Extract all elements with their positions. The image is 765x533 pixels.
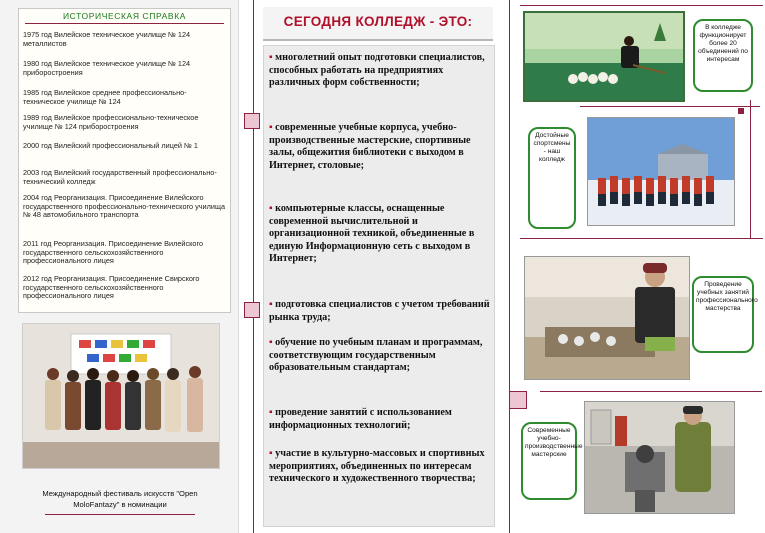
right-divider [540,391,762,392]
today-item-text: подготовка специалистов с учетом требований рынка труда; [269,299,490,323]
bullet-icon: ▪ [269,203,276,214]
decorative-square [244,113,260,129]
caption-underline [45,514,195,515]
today-title-bar [263,7,493,41]
right-top-line [520,5,763,6]
cooking-illustration [525,257,690,380]
hockey-illustration [588,118,735,226]
decorative-square [738,108,744,114]
bullet-icon: ▪ [269,122,276,133]
history-entry: 1989 год Вилейское профессионально-техническое училище № 124 приборостроения [23,113,199,131]
history-entry: 2000 год Вилейский профессиональный лицей № 1 [23,141,198,150]
right-divider [580,106,760,107]
bullet-icon: ▪ [269,448,276,459]
history-entry: 2012 год Реорганизация. Присоединение Свирского государственного сельскохозяйственного профессионального лицея [23,274,200,301]
today-item-text: участие в культурно-массовых и спортивных мероприятиях, объединенных по интересам технического и художественного творчества; [269,448,485,485]
note-dormitory: В колледже функционирует более 20 объединений по интересам [693,19,753,92]
billiards-photo [523,11,685,102]
today-item-text: обучение по учебным планам и программам, соответствующим государственным образовательным стандартам; [269,337,483,374]
today-item-text: компьютерные классы, оснащенные современной вычислительной и организационной техникой, объединенные в единую Информационную сеть с выходом в Интернет; [269,203,475,265]
festival-photo-illustration [23,324,219,468]
bullet-icon: ▪ [269,337,276,348]
today-item [269,448,491,486]
festival-caption: Международный фестиваль искусств "Open MoloFantazy" в номинации [42,489,198,509]
today-list [263,45,495,527]
today-item [269,203,491,266]
history-entry: 1975 год Вилейское техническое училище № 124 металлистов [23,30,191,48]
note-sports: Достойные спортсмены - наш колледж [528,127,576,229]
note-workshop: Современные учебно-производственные мастерские [521,422,577,500]
history-title: ИСТОРИЧЕСКАЯ СПРАВКА [62,11,187,21]
history-entry: 1980 год Вилейское техническое училище № 124 приборостроения [23,59,191,77]
today-item [269,52,491,90]
billiards-illustration [525,13,683,100]
today-title: СЕГОДНЯ КОЛЛЕДЖ - ЭТО: [283,14,473,29]
bullet-icon: ▪ [269,52,276,63]
history-entry: 1985 год Вилейское среднее профессионально-техническое училище № 124 [23,88,187,106]
bullet-icon: ▪ [269,407,276,418]
vertical-divider-left [253,0,254,533]
right-divider [520,238,763,239]
right-vertical-line [750,100,751,238]
today-item-text: многолетний опыт подготовки специалистов, способных работать на предприятиях различных форм собственности; [269,52,485,89]
cooking-class-photo [524,256,690,380]
decorative-square [244,302,260,318]
workshop-photo [584,401,735,514]
history-entry: 2011 год Реорганизация. Присоединение Вилейского государственного сельскохозяйственного профессионального лицея [23,239,204,266]
history-title-underline [25,23,224,24]
hockey-team-photo [587,117,735,226]
note-cooking: Проведение учебных занятий профессионального мастерства [692,276,754,353]
decorative-square [509,391,527,409]
today-item [269,122,491,172]
bullet-icon: ▪ [269,299,276,310]
festival-group-photo [22,323,220,469]
history-box [18,8,231,313]
history-entry: 2004 год Реорганизация. Присоединение Вилейского государственного профессионально-технического училища № 48 автомобильного транспорта [23,193,226,220]
today-item [269,299,491,324]
workshop-illustration [585,402,735,514]
today-item [269,337,491,375]
today-item-text: проведение занятий с использованием информационных технологий; [269,407,452,431]
today-item [269,407,491,432]
vertical-divider-right [509,0,510,533]
today-item-text: современные учебные корпуса, учебно-производственные мастерские, спортивные залы, общежития библиотеки с выходом в Интернет, столовые; [269,122,471,171]
history-entry: 2003 год Вилейский государственный профессионально-технический колледж [23,168,217,186]
